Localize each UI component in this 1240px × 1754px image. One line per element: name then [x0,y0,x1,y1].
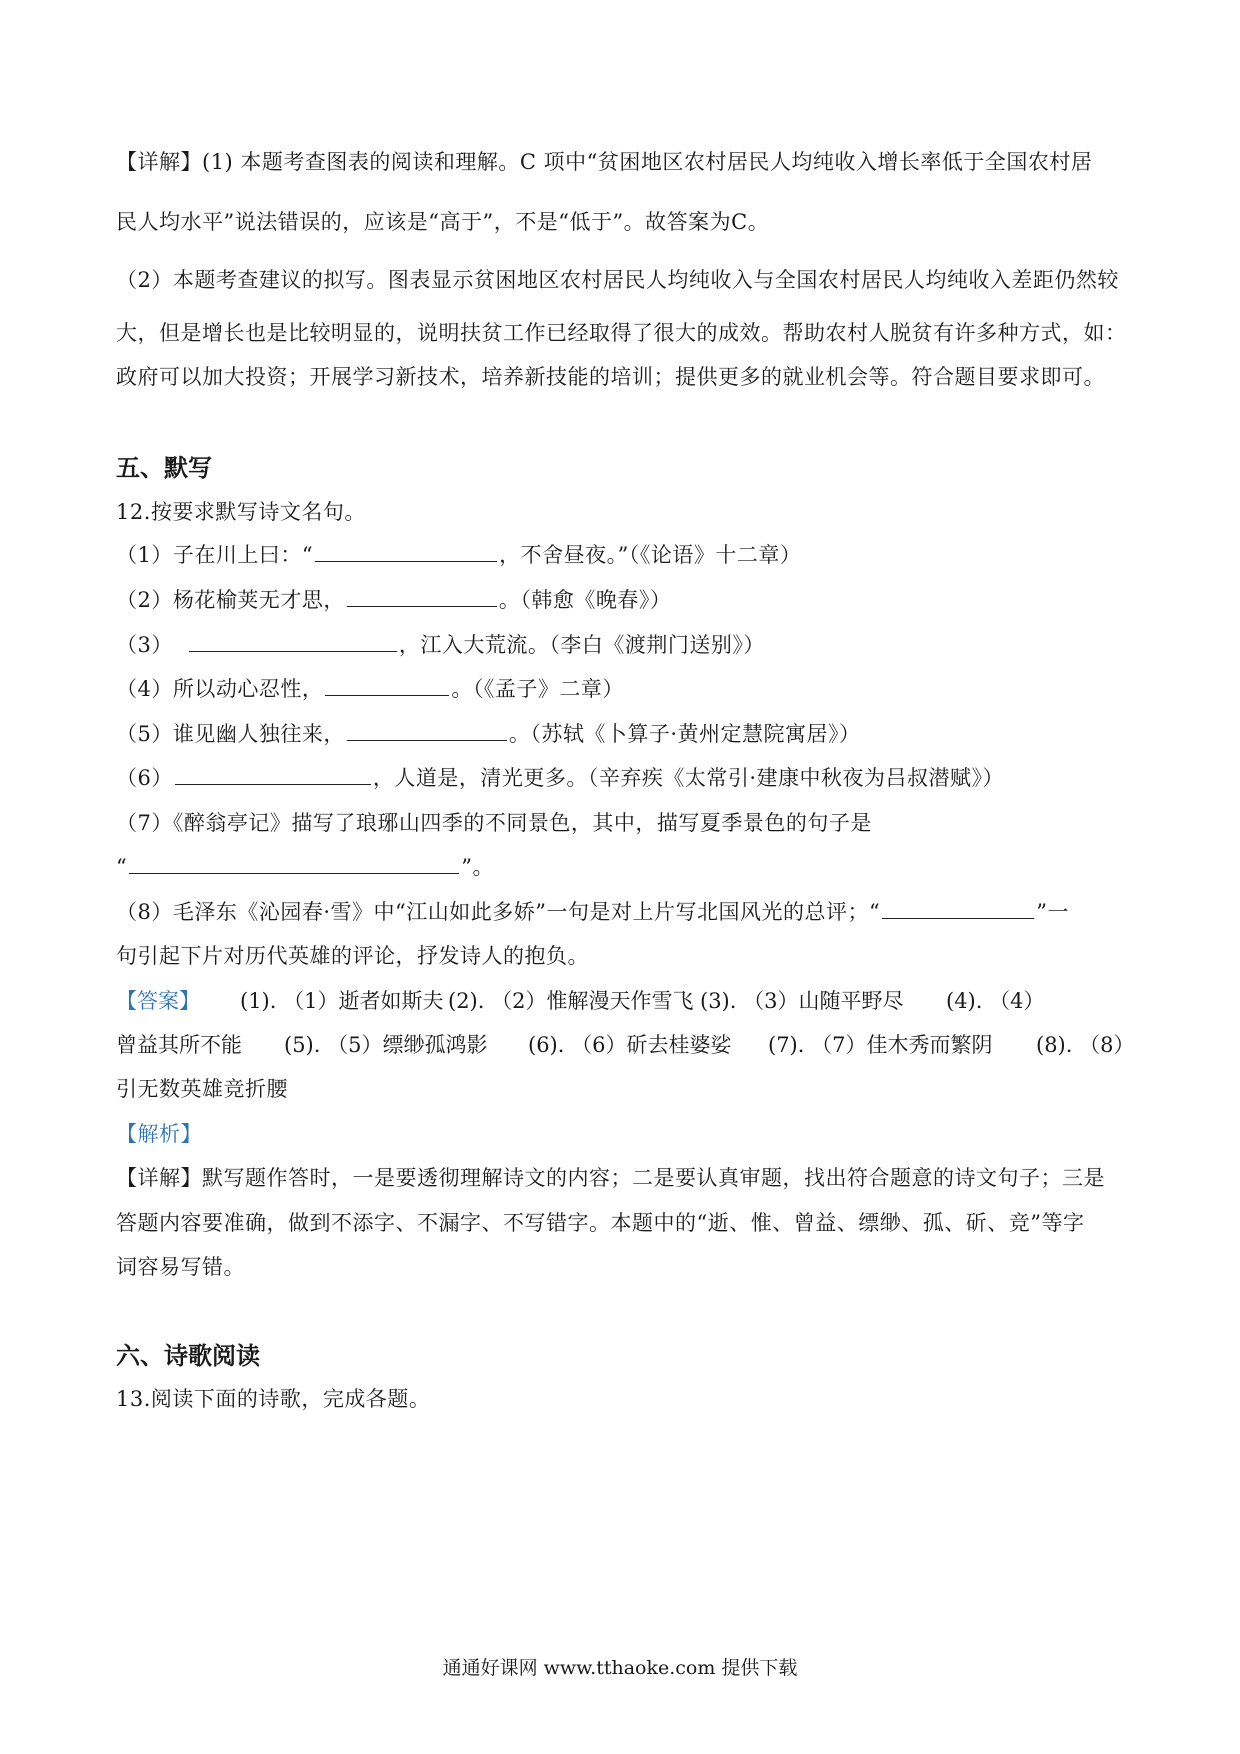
section-heading-dictation: 五、默写 [116,454,212,482]
fill-item-6: （6） ，人道是，清光更多。（辛弃疾《太常引·建康中秋夜为吕叔潜赋》） [116,766,1005,790]
answer-blank [129,853,459,874]
answer-blank [189,631,397,652]
answer-blank [347,720,507,741]
fill-item-8: （8）毛泽东《沁园春·雪》中“江山如此多娇”一句是对上片写北国风光的总评；“ ”一 [116,900,1069,924]
page-footer: 通通好课网 www.tthaoke.com 提供下载 [442,1657,798,1679]
answer-item: (4). （4） [946,989,1045,1013]
fill-item-7: （7）《醉翁亭记》描写了琅琊山四季的不同景色，其中，描写夏季景色的句子是 [116,811,872,835]
answer-item: (3). （3）山随平野尽 [700,989,904,1013]
answer-item: (1). （1）逝者如斯夫 [240,989,444,1013]
fill-item-5: （5）谁见幽人独往来， 。（苏轼《卜算子·黄州定慧院寓居》） [116,722,861,746]
answer-item: 引无数英雄竞折腰 [116,1077,288,1101]
detail-paragraph-line: 政府可以加大投资；开展学习新技术，培养新技能的培训；提供更多的就业机会等。符合题目要求即可。 [116,365,1105,389]
fill-item-4: （4）所以动心忍性， 。（《孟子》二章） [116,677,624,701]
analysis-line: 答题内容要准确，做到不添字、不漏字、不写错字。本题中的“逝、惟、曾益、缥缈、孤、斫、竞”等字 [116,1211,1085,1235]
answer-item: (6). （6）斫去桂婆娑 [528,1033,732,1057]
fill-item-7-blank: “ ”。 [116,855,494,879]
question-13: 13.阅读下面的诗歌，完成各题。 [116,1387,431,1411]
detail-paragraph-line: （2）本题考查建议的拟写。图表显示贫困地区农村居民人均纯收入与全国农村居民人均纯收入差距仍然较 [116,268,1119,292]
answer-item: (7). （7）佳木秀而繁阴 [768,1033,993,1057]
fill-item-8-cont: 句引起下片对历代英雄的评论，抒发诗人的抱负。 [116,944,589,968]
detail-paragraph-line: 【详解】(1) 本题考查图表的阅读和理解。C 项中“贫困地区农村居民人均纯收入增长率低于全国农村居 [116,150,1093,174]
answer-tag: 【答案】 [116,989,200,1013]
answer-blank [175,764,371,785]
answer-blank [315,541,497,562]
analysis-line: 【详解】默写题作答时，一是要透彻理解诗文的内容；二是要认真审题，找出符合题意的诗文句子；三是 [116,1166,1105,1190]
fill-item-3: （3） ，江入大荒流。（李白《渡荆门送别》） [116,633,765,657]
answer-blank [347,586,497,607]
answer-blank [325,675,449,696]
analysis-tag: 【解析】 [116,1122,202,1146]
answer-item: (8). （8） [1036,1033,1135,1057]
question-12: 12.按要求默写诗文名句。 [116,500,366,524]
answer-item: (5). （5）缥缈孤鸿影 [284,1033,488,1057]
answer-blank [882,898,1034,919]
fill-item-1: （1）子在川上曰：“ ，不舍昼夜。”（《论语》十二章） [116,543,802,567]
detail-paragraph-line: 大，但是增长也是比较明显的，说明扶贫工作已经取得了很大的成效。帮助农村人脱贫有许多种方式，如： [116,321,1127,345]
answer-item: (2). （2）惟解漫天作雪飞 [448,989,694,1013]
fill-item-2: （2）杨花榆荚无才思， 。（韩愈《晚春》） [116,588,672,612]
answer-item: 曾益其所不能 [116,1033,242,1057]
detail-paragraph-line: 民人均水平”说法错误的，应该是“高于”，不是“低于”。故答案为C。 [116,210,770,234]
section-heading-poetry: 六、诗歌阅读 [116,1342,260,1370]
analysis-line: 词容易写错。 [116,1255,245,1279]
